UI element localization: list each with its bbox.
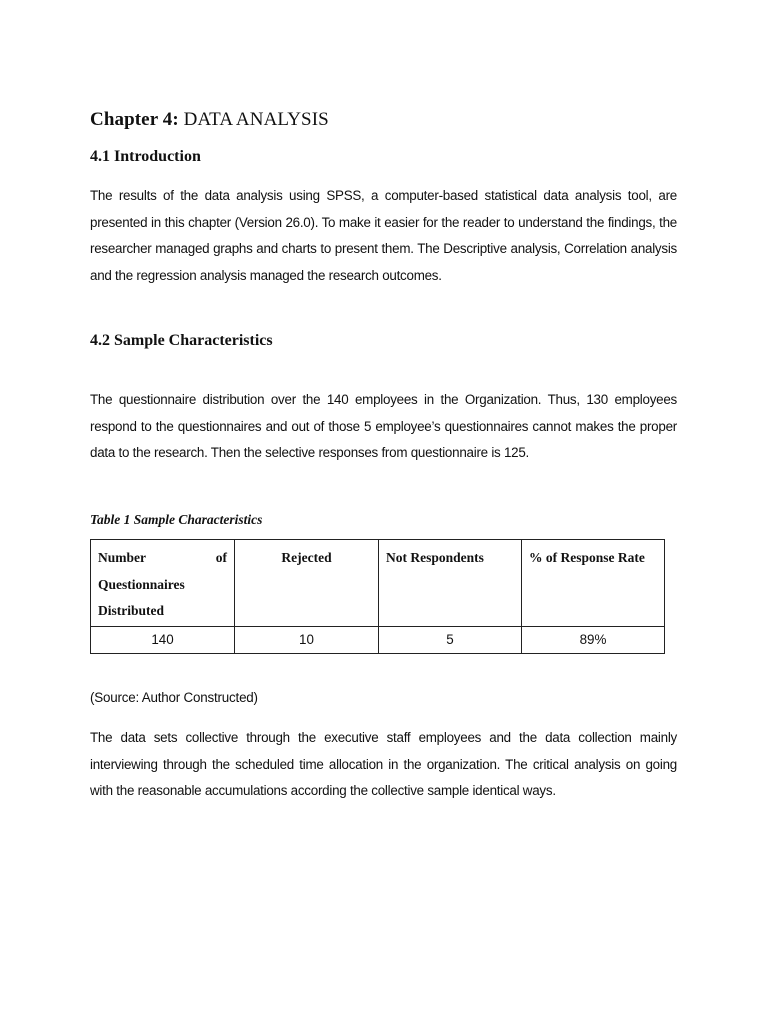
sample-characteristics-paragraph: The questionnaire distribution over the 140 employees in the Organization. Thus, 130 employees respond to the questionnaires and out of those 5 employee’s questionnaires cannot makes the proper data to the research. Then the selective responses from questionnaire is 125. [90,392,677,460]
table-row [91,627,665,654]
table-cell-response-rate: 89% [522,627,665,654]
introduction-paragraph: The results of the data analysis using SPSS, a computer-based statistical data analysis tool, are presented in this chapter (Version 26.0). To make it easier for the reader to understand the findings, the researcher managed graphs and charts to present them. The Descriptive analysis, Correlation analysis and the regression analysis managed the research outcomes. [90,188,677,283]
chapter-prefix: Chapter 4: [90,109,184,130]
header-response-rate: % of Response Rate [529,550,645,565]
section-heading-sample-characteristics: 4.2 Sample Characteristics [90,332,273,349]
sample-characteristics-table [90,539,665,654]
table-header-row [91,540,665,627]
table-cell-not-respondents: 5 [379,627,522,654]
chapter-title [90,109,329,131]
table-header-cell [379,540,522,627]
table-header-cell [235,540,379,627]
table-cell-rejected: 10 [235,627,379,654]
header-questionnaires-distributed: Number of Questionnaires Distributed [98,550,227,618]
table-cell-distributed: 140 [91,627,235,654]
table-header-cell [522,540,665,627]
table-header-cell [91,540,235,627]
header-rejected: Rejected [281,550,332,565]
header-not-respondents: Not Respondents [386,550,484,565]
table-source-note: (Source: Author Constructed) [90,690,258,705]
chapter-name: DATA ANALYSIS [183,109,329,130]
table-caption: Table 1 Sample Characteristics [90,512,263,527]
section-heading-introduction: 4.1 Introduction [90,148,201,165]
closing-paragraph: The data sets collective through the executive staff employees and the data collection mainly interviewing through the scheduled time allocation in the organization. The critical analysis on going with the reasonable accumulations according the collective sample identical ways. [90,730,677,798]
